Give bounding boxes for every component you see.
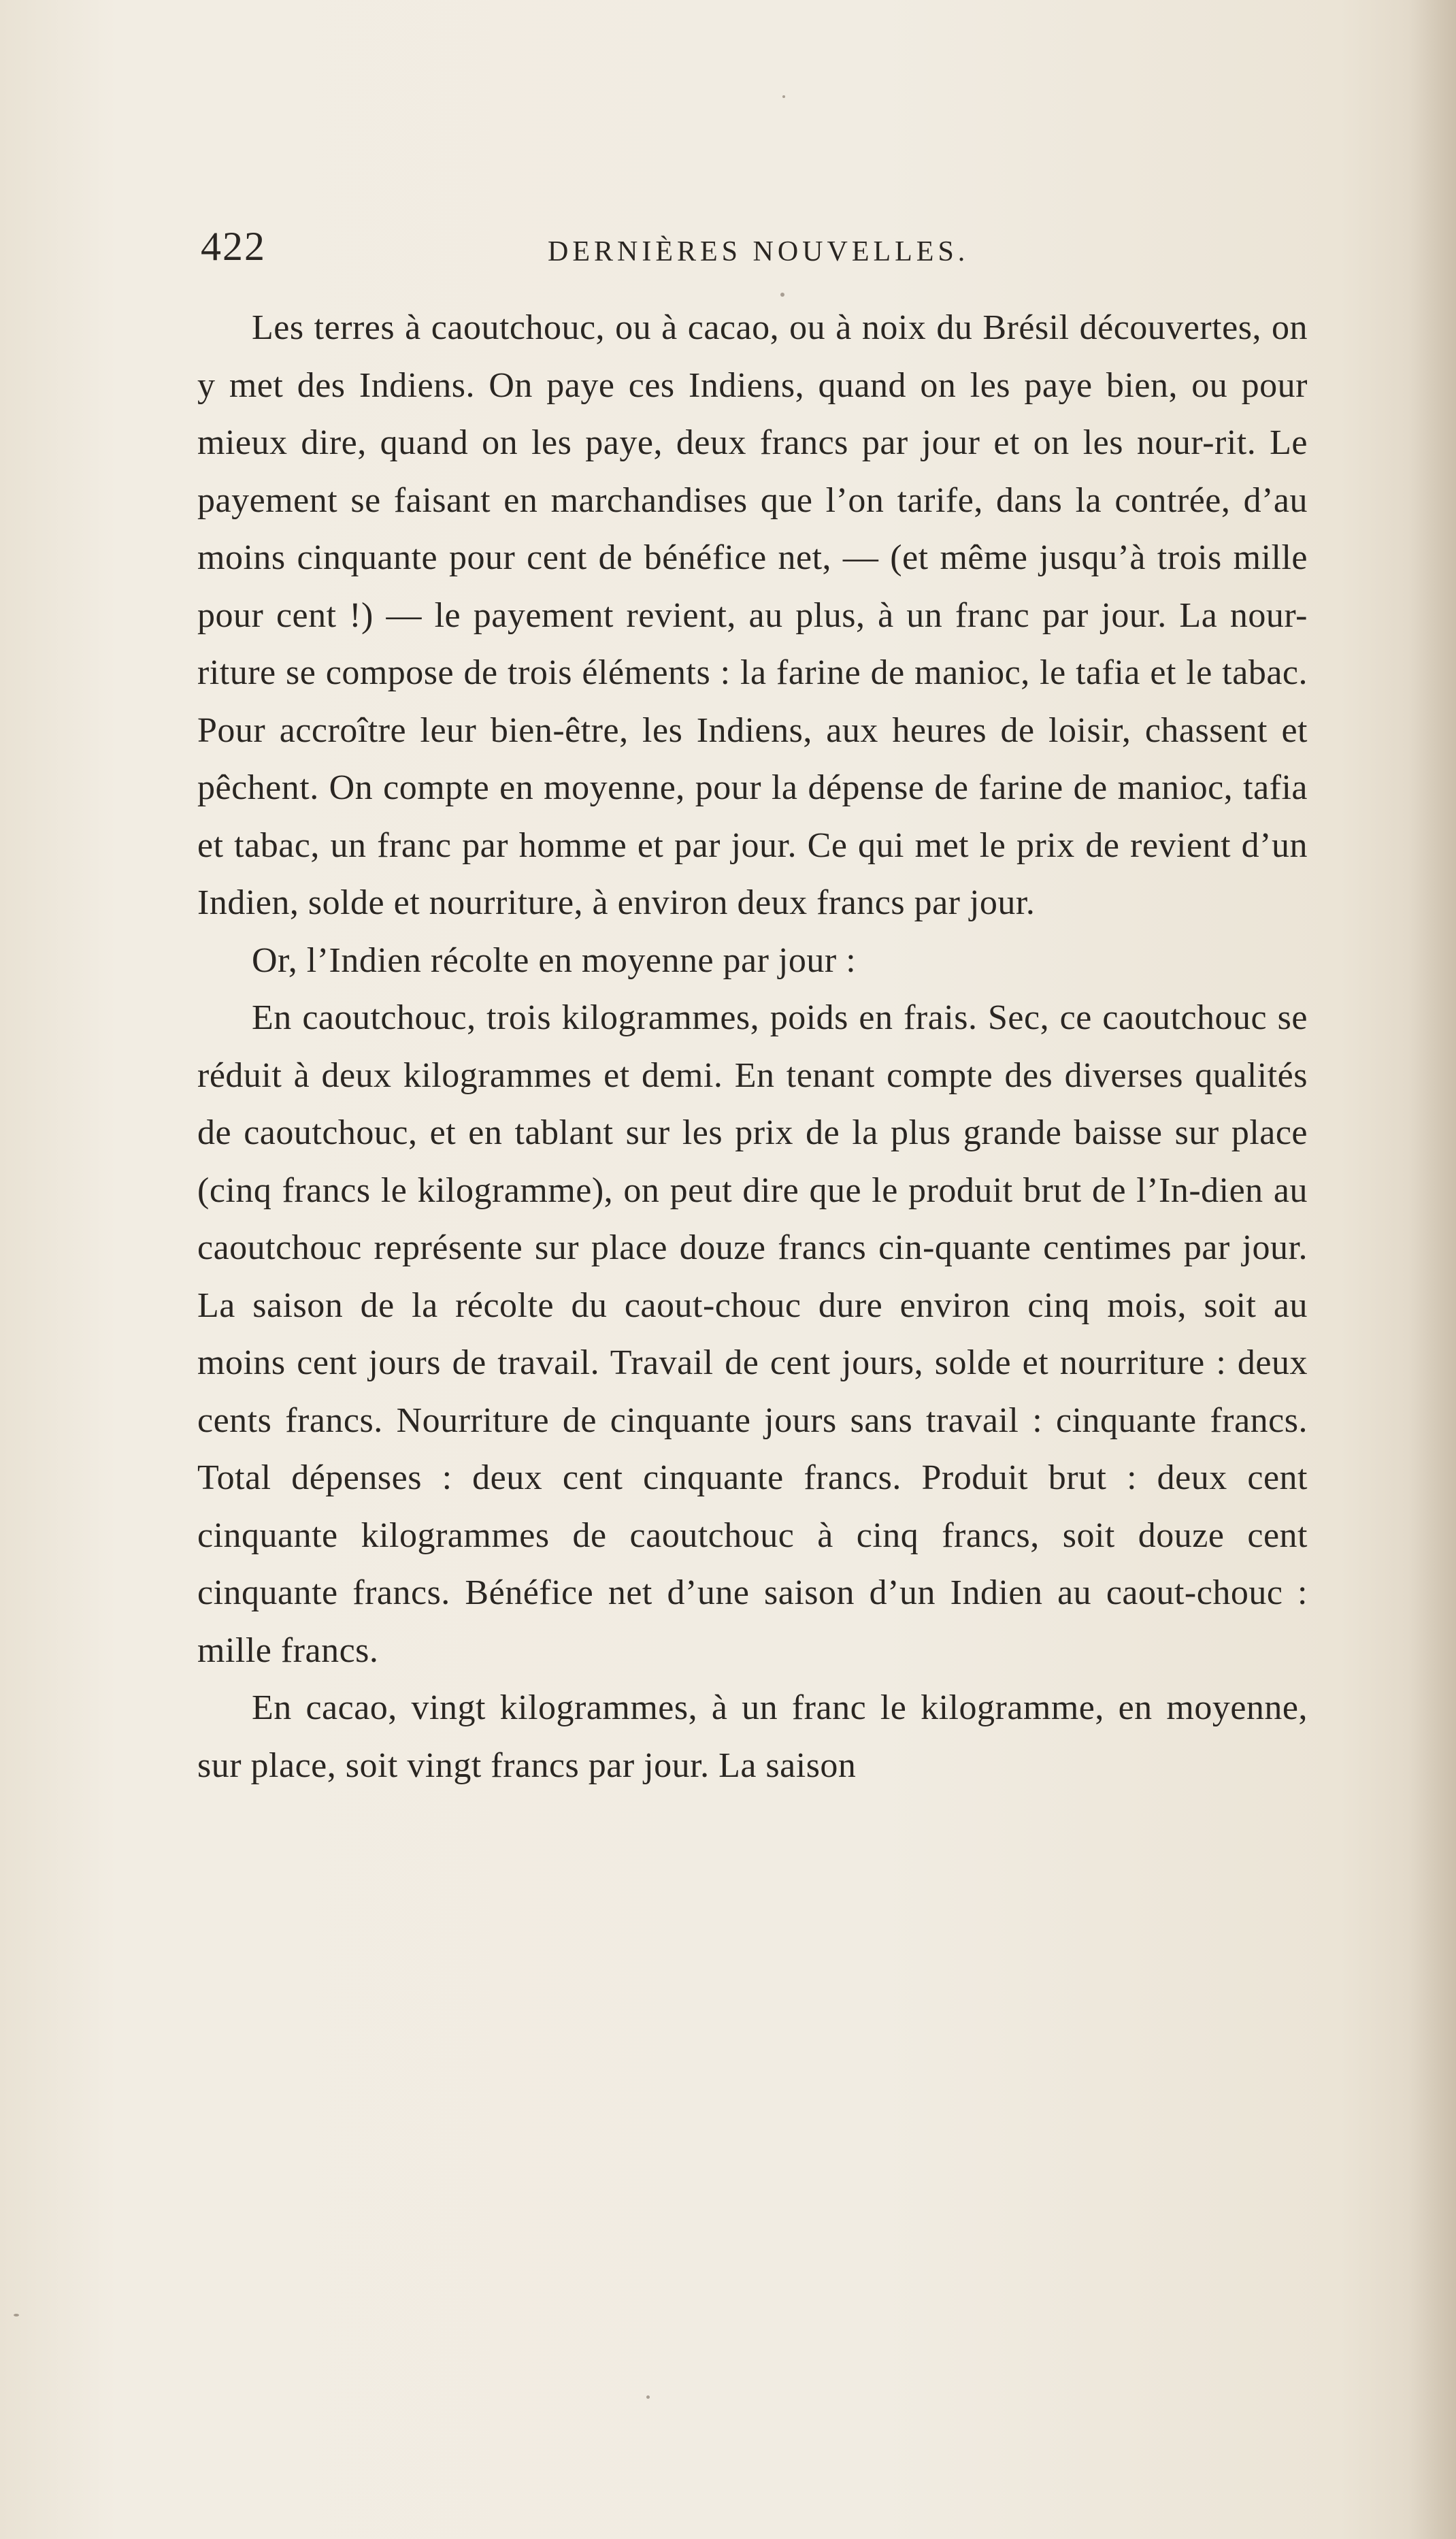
paragraph: En caoutchouc, trois kilogrammes, poids en frais. Sec, ce caoutchouc se réduit à deux kilogrammes et demi. En tenant compte des diverses qualités de caoutchouc, et en tablant sur les prix de la plus grande baisse sur place (cinq francs le kilogramme), on peut dire que le produit brut de l’In-dien au caoutchouc représente sur place douze francs cin-quante centimes par jour. La saison de la récolte du caout-chouc dure environ cinq mois, soit au moins cent jours de travail. Travail de cent jours, solde et nourriture : deux cents francs. Nourriture de cinquante jours sans travail : cinquante francs. Total dépenses : deux cent cinquante francs. Produit brut : deux cent cinquante kilogrammes de caoutchouc à cinq francs, soit douze cent cinquante francs. Bénéfice net d’une saison d’un Indien au caout-chouc : mille francs. [197,998,1308,1670]
paper-speck [14,2314,19,2316]
paragraph: En cacao, vingt kilogrammes, à un franc le kilogramme, en moyenne, sur place, soit vingt francs par jour. La saison [197,1688,1308,1785]
paper-speck [646,2395,650,2399]
page-header [201,223,1310,278]
body-text [197,299,1308,1795]
paper-speck [780,293,784,297]
paragraph: Or, l’Indien récolte en moyenne par jour : [252,940,857,980]
running-title: DERNIÈRES NOUVELLES. [548,236,970,267]
paragraph: Les terres à caoutchouc, ou à cacao, ou à noix du Brésil découvertes, on y met des Indiens. On paye ces Indiens, quand on les paye bien, ou pour mieux dire, quand on les paye, deux francs par jour et on les nour-rit. Le payement se faisant en marchandises que l’on tarife, dans la contrée, d’au moins cinquante pour cent de bénéfice net, — (et même jusqu’à trois mille pour cent !) — le payement revient, au plus, à un franc par jour. La nour-riture se compose de trois éléments : la farine de manioc, le tafia et le tabac. Pour accroître leur bien-être, les Indiens, aux heures de loisir, chassent et pêchent. On compte en moyenne, pour la dépense de farine de manioc, tafia et tabac, un franc par homme et par jour. Ce qui met le prix de revient d’un Indien, solde et nourriture, à environ deux francs par jour. [197,308,1308,922]
page-edge-shadow [1408,0,1456,2539]
paper-speck [782,95,785,98]
page-number: 422 [201,224,266,269]
